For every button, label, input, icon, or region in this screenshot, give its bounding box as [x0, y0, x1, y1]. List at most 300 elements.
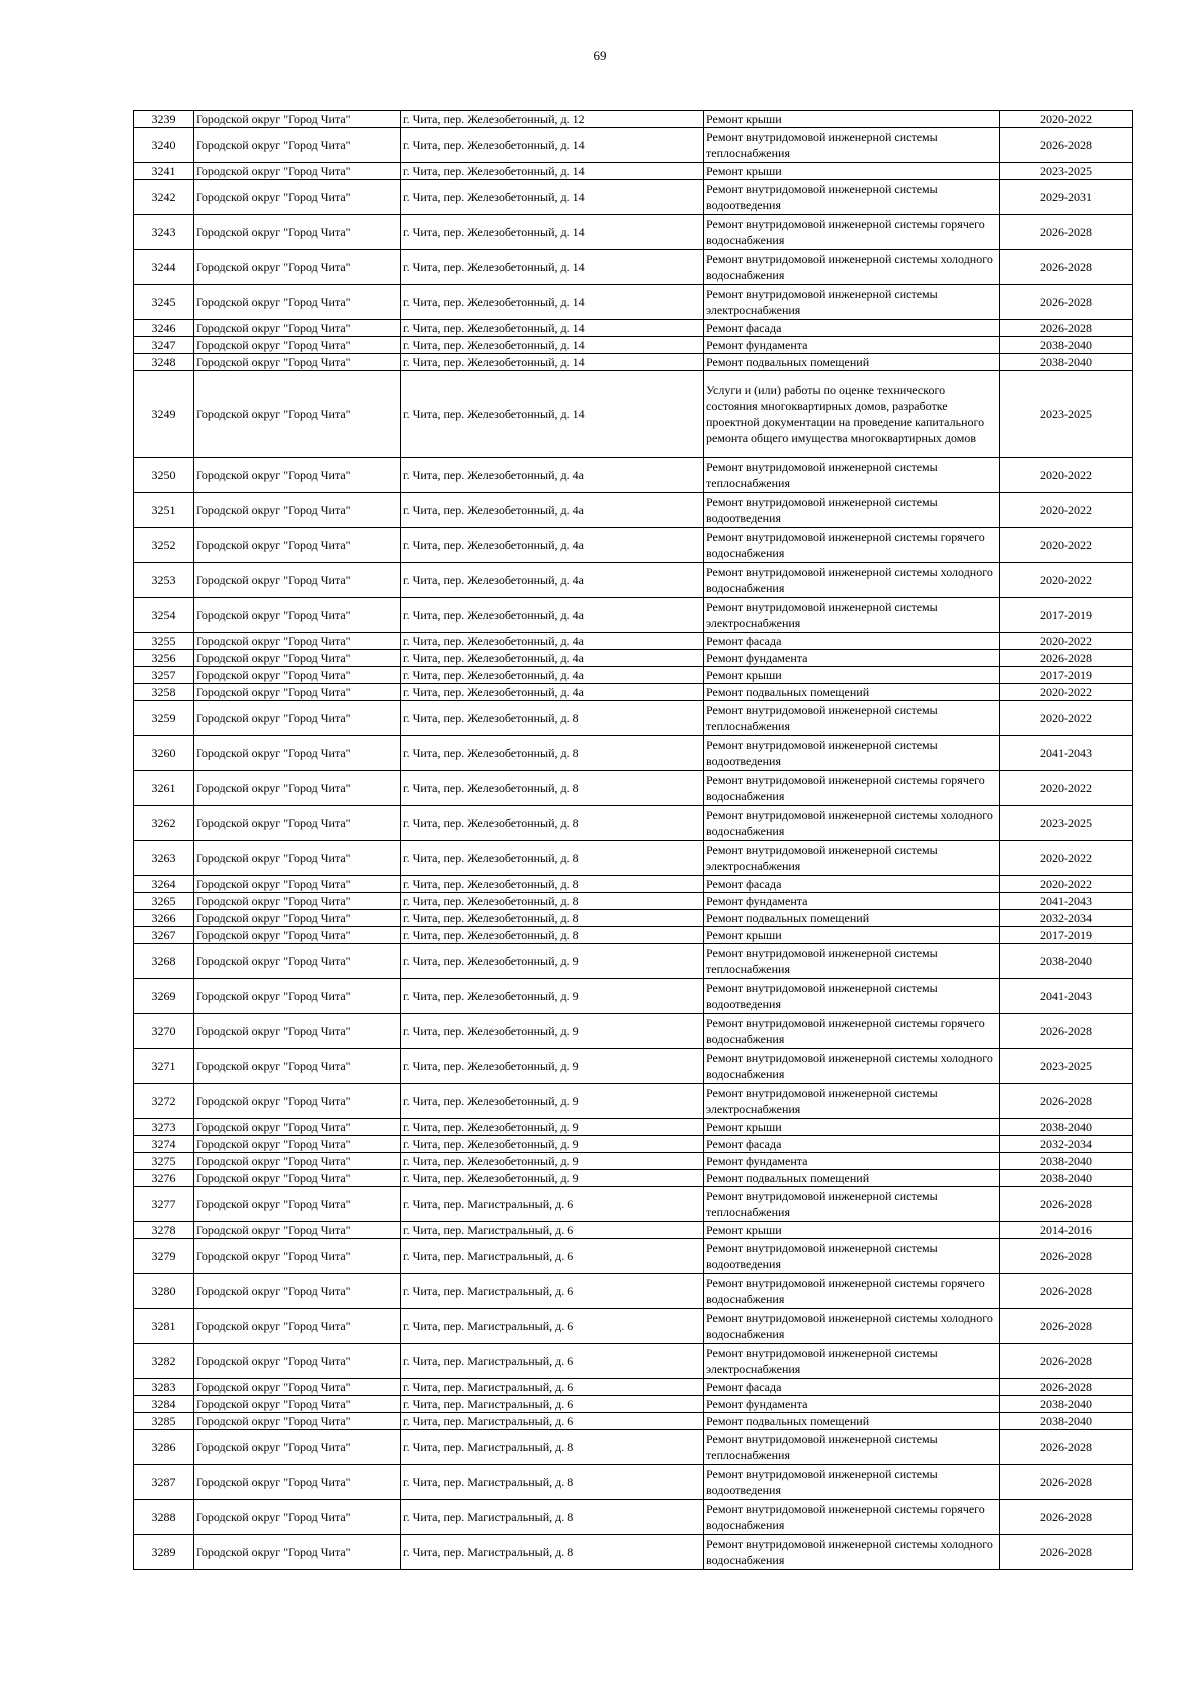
table-row — [134, 1170, 1133, 1187]
table-row — [134, 250, 1133, 285]
period-cell: 2026-2028 — [1000, 1344, 1133, 1379]
address-cell: г. Чита, пер. Магистральный, д. 6 — [401, 1413, 704, 1430]
period-cell: 2038-2040 — [1000, 1396, 1133, 1413]
work-type-cell: Ремонт внутридомовой инженерной системы электроснабжения — [704, 841, 1000, 876]
address-cell: г. Чита, пер. Железобетонный, д. 14 — [401, 250, 704, 285]
row-number-cell: 3263 — [134, 841, 194, 876]
period-cell: 2026-2028 — [1000, 1500, 1133, 1535]
period-cell: 2029-2031 — [1000, 180, 1133, 215]
period-cell: 2026-2028 — [1000, 1084, 1133, 1119]
period-cell: 2026-2028 — [1000, 320, 1133, 337]
table-row — [134, 1222, 1133, 1239]
period-cell: 2026-2028 — [1000, 215, 1133, 250]
period-cell: 2023-2025 — [1000, 163, 1133, 180]
table-row — [134, 1379, 1133, 1396]
work-type-cell: Ремонт крыши — [704, 667, 1000, 684]
work-type-cell: Ремонт крыши — [704, 927, 1000, 944]
work-type-cell: Ремонт фундамента — [704, 650, 1000, 667]
work-type-cell: Ремонт внутридомовой инженерной системы холодного водоснабжения — [704, 563, 1000, 598]
address-cell: г. Чита, пер. Магистральный, д. 6 — [401, 1344, 704, 1379]
period-cell: 2020-2022 — [1000, 633, 1133, 650]
table-row — [134, 1153, 1133, 1170]
address-cell: г. Чита, пер. Железобетонный, д. 14 — [401, 371, 704, 458]
row-number-cell: 3273 — [134, 1119, 194, 1136]
period-cell: 2032-2034 — [1000, 910, 1133, 927]
row-number-cell: 3240 — [134, 128, 194, 163]
address-cell: г. Чита, пер. Железобетонный, д. 9 — [401, 979, 704, 1014]
table-row — [134, 806, 1133, 841]
address-cell: г. Чита, пер. Железобетонный, д. 14 — [401, 128, 704, 163]
table-row — [134, 215, 1133, 250]
row-number-cell: 3259 — [134, 701, 194, 736]
municipality-cell: Городской округ "Город Чита" — [194, 1153, 401, 1170]
row-number-cell: 3278 — [134, 1222, 194, 1239]
municipality-cell: Городской округ "Город Чита" — [194, 944, 401, 979]
work-type-cell: Услуги и (или) работы по оценке технического состояния многоквартирных домов, разработке проектной документации на проведение капитального ремонта общего имущества многоквартирных домов — [704, 371, 1000, 458]
municipality-cell: Городской округ "Город Чита" — [194, 1344, 401, 1379]
municipality-cell: Городской округ "Город Чита" — [194, 1274, 401, 1309]
period-cell: 2038-2040 — [1000, 1413, 1133, 1430]
address-cell: г. Чита, пер. Железобетонный, д. 4а — [401, 633, 704, 650]
address-cell: г. Чита, пер. Железобетонный, д. 4а — [401, 667, 704, 684]
row-number-cell: 3239 — [134, 111, 194, 128]
address-cell: г. Чита, пер. Железобетонный, д. 12 — [401, 111, 704, 128]
work-type-cell: Ремонт внутридомовой инженерной системы теплоснабжения — [704, 701, 1000, 736]
table-row — [134, 320, 1133, 337]
municipality-cell: Городской округ "Город Чита" — [194, 163, 401, 180]
row-number-cell: 3276 — [134, 1170, 194, 1187]
row-number-cell: 3277 — [134, 1187, 194, 1222]
table-row — [134, 876, 1133, 893]
work-type-cell: Ремонт внутридомовой инженерной системы электроснабжения — [704, 598, 1000, 633]
row-number-cell: 3252 — [134, 528, 194, 563]
work-type-cell: Ремонт внутридомовой инженерной системы водоотведения — [704, 979, 1000, 1014]
table-row — [134, 1500, 1133, 1535]
table-row — [134, 1136, 1133, 1153]
period-cell: 2020-2022 — [1000, 771, 1133, 806]
municipality-cell: Городской округ "Город Чита" — [194, 215, 401, 250]
municipality-cell: Городской округ "Город Чита" — [194, 598, 401, 633]
work-type-cell: Ремонт подвальных помещений — [704, 354, 1000, 371]
work-type-cell: Ремонт фундамента — [704, 893, 1000, 910]
period-cell: 2026-2028 — [1000, 1014, 1133, 1049]
address-cell: г. Чита, пер. Железобетонный, д. 9 — [401, 1136, 704, 1153]
period-cell: 2026-2028 — [1000, 1239, 1133, 1274]
address-cell: г. Чита, пер. Железобетонный, д. 8 — [401, 876, 704, 893]
table-row — [134, 1465, 1133, 1500]
period-cell: 2026-2028 — [1000, 1465, 1133, 1500]
municipality-cell: Городской округ "Город Чита" — [194, 806, 401, 841]
period-cell: 2032-2034 — [1000, 1136, 1133, 1153]
row-number-cell: 3245 — [134, 285, 194, 320]
period-cell: 2023-2025 — [1000, 371, 1133, 458]
municipality-cell: Городской округ "Город Чита" — [194, 910, 401, 927]
row-number-cell: 3280 — [134, 1274, 194, 1309]
row-number-cell: 3244 — [134, 250, 194, 285]
table-row — [134, 1309, 1133, 1344]
address-cell: г. Чита, пер. Железобетонный, д. 14 — [401, 354, 704, 371]
municipality-cell: Городской округ "Город Чита" — [194, 979, 401, 1014]
address-cell: г. Чита, пер. Магистральный, д. 8 — [401, 1430, 704, 1465]
repair-schedule-table — [133, 110, 1133, 1570]
period-cell: 2020-2022 — [1000, 841, 1133, 876]
municipality-cell: Городской округ "Город Чита" — [194, 563, 401, 598]
period-cell: 2014-2016 — [1000, 1222, 1133, 1239]
table-row — [134, 736, 1133, 771]
table-row — [134, 684, 1133, 701]
municipality-cell: Городской округ "Город Чита" — [194, 771, 401, 806]
municipality-cell: Городской округ "Город Чита" — [194, 841, 401, 876]
address-cell: г. Чита, пер. Железобетонный, д. 4а — [401, 598, 704, 633]
table-row — [134, 927, 1133, 944]
municipality-cell: Городской округ "Город Чита" — [194, 1136, 401, 1153]
municipality-cell: Городской округ "Город Чита" — [194, 371, 401, 458]
municipality-cell: Городской округ "Город Чита" — [194, 701, 401, 736]
work-type-cell: Ремонт внутридомовой инженерной системы горячего водоснабжения — [704, 1014, 1000, 1049]
municipality-cell: Городской округ "Город Чита" — [194, 1170, 401, 1187]
work-type-cell: Ремонт внутридомовой инженерной системы холодного водоснабжения — [704, 806, 1000, 841]
period-cell: 2020-2022 — [1000, 528, 1133, 563]
work-type-cell: Ремонт внутридомовой инженерной системы теплоснабжения — [704, 1430, 1000, 1465]
municipality-cell: Городской округ "Город Чита" — [194, 1413, 401, 1430]
table-row — [134, 1187, 1133, 1222]
table-row — [134, 458, 1133, 493]
row-number-cell: 3269 — [134, 979, 194, 1014]
address-cell: г. Чита, пер. Магистральный, д. 8 — [401, 1535, 704, 1570]
municipality-cell: Городской округ "Город Чита" — [194, 111, 401, 128]
municipality-cell: Городской округ "Город Чита" — [194, 893, 401, 910]
address-cell: г. Чита, пер. Железобетонный, д. 14 — [401, 215, 704, 250]
table-row — [134, 650, 1133, 667]
table-row — [134, 771, 1133, 806]
municipality-cell: Городской округ "Город Чита" — [194, 1500, 401, 1535]
table-row — [134, 1396, 1133, 1413]
work-type-cell: Ремонт внутридомовой инженерной системы горячего водоснабжения — [704, 215, 1000, 250]
work-type-cell: Ремонт внутридомовой инженерной системы горячего водоснабжения — [704, 1274, 1000, 1309]
period-cell: 2038-2040 — [1000, 354, 1133, 371]
period-cell: 2038-2040 — [1000, 1119, 1133, 1136]
municipality-cell: Городской округ "Город Чита" — [194, 128, 401, 163]
work-type-cell: Ремонт фундамента — [704, 1396, 1000, 1413]
period-cell: 2041-2043 — [1000, 736, 1133, 771]
work-type-cell: Ремонт внутридомовой инженерной системы электроснабжения — [704, 1344, 1000, 1379]
table-row — [134, 180, 1133, 215]
address-cell: г. Чита, пер. Железобетонный, д. 9 — [401, 1119, 704, 1136]
address-cell: г. Чита, пер. Железобетонный, д. 14 — [401, 320, 704, 337]
row-number-cell: 3274 — [134, 1136, 194, 1153]
period-cell: 2020-2022 — [1000, 458, 1133, 493]
municipality-cell: Городской округ "Город Чита" — [194, 528, 401, 563]
row-number-cell: 3241 — [134, 163, 194, 180]
address-cell: г. Чита, пер. Железобетонный, д. 9 — [401, 1084, 704, 1119]
period-cell: 2026-2028 — [1000, 1535, 1133, 1570]
municipality-cell: Городской округ "Город Чита" — [194, 458, 401, 493]
work-type-cell: Ремонт внутридомовой инженерной системы водоотведения — [704, 1465, 1000, 1500]
period-cell: 2020-2022 — [1000, 876, 1133, 893]
table-row — [134, 163, 1133, 180]
row-number-cell: 3258 — [134, 684, 194, 701]
period-cell: 2023-2025 — [1000, 1049, 1133, 1084]
table-row — [134, 528, 1133, 563]
table-row — [134, 1535, 1133, 1570]
row-number-cell: 3271 — [134, 1049, 194, 1084]
period-cell: 2041-2043 — [1000, 893, 1133, 910]
work-type-cell: Ремонт внутридомовой инженерной системы холодного водоснабжения — [704, 1535, 1000, 1570]
address-cell: г. Чита, пер. Магистральный, д. 6 — [401, 1396, 704, 1413]
work-type-cell: Ремонт фасада — [704, 320, 1000, 337]
work-type-cell: Ремонт внутридомовой инженерной системы холодного водоснабжения — [704, 250, 1000, 285]
row-number-cell: 3289 — [134, 1535, 194, 1570]
row-number-cell: 3253 — [134, 563, 194, 598]
municipality-cell: Городской округ "Город Чита" — [194, 667, 401, 684]
address-cell: г. Чита, пер. Железобетонный, д. 14 — [401, 337, 704, 354]
address-cell: г. Чита, пер. Железобетонный, д. 9 — [401, 1049, 704, 1084]
row-number-cell: 3264 — [134, 876, 194, 893]
address-cell: г. Чита, пер. Магистральный, д. 6 — [401, 1239, 704, 1274]
period-cell: 2026-2028 — [1000, 1187, 1133, 1222]
municipality-cell: Городской округ "Город Чита" — [194, 736, 401, 771]
period-cell: 2017-2019 — [1000, 598, 1133, 633]
row-number-cell: 3247 — [134, 337, 194, 354]
work-type-cell: Ремонт внутридомовой инженерной системы холодного водоснабжения — [704, 1049, 1000, 1084]
work-type-cell: Ремонт внутридомовой инженерной системы горячего водоснабжения — [704, 1500, 1000, 1535]
table-row — [134, 1049, 1133, 1084]
row-number-cell: 3256 — [134, 650, 194, 667]
municipality-cell: Городской округ "Город Чита" — [194, 1535, 401, 1570]
work-type-cell: Ремонт внутридомовой инженерной системы водоотведения — [704, 736, 1000, 771]
address-cell: г. Чита, пер. Магистральный, д. 6 — [401, 1274, 704, 1309]
address-cell: г. Чита, пер. Магистральный, д. 6 — [401, 1379, 704, 1396]
work-type-cell: Ремонт подвальных помещений — [704, 684, 1000, 701]
work-type-cell: Ремонт внутридомовой инженерной системы холодного водоснабжения — [704, 1309, 1000, 1344]
period-cell: 2026-2028 — [1000, 1274, 1133, 1309]
row-number-cell: 3243 — [134, 215, 194, 250]
period-cell: 2020-2022 — [1000, 111, 1133, 128]
address-cell: г. Чита, пер. Железобетонный, д. 9 — [401, 1014, 704, 1049]
municipality-cell: Городской округ "Город Чита" — [194, 1014, 401, 1049]
address-cell: г. Чита, пер. Железобетонный, д. 8 — [401, 806, 704, 841]
work-type-cell: Ремонт фасада — [704, 1379, 1000, 1396]
address-cell: г. Чита, пер. Железобетонный, д. 9 — [401, 944, 704, 979]
row-number-cell: 3251 — [134, 493, 194, 528]
address-cell: г. Чита, пер. Железобетонный, д. 8 — [401, 927, 704, 944]
municipality-cell: Городской округ "Город Чита" — [194, 1222, 401, 1239]
municipality-cell: Городской округ "Город Чита" — [194, 285, 401, 320]
municipality-cell: Городской округ "Город Чита" — [194, 493, 401, 528]
table-row — [134, 1239, 1133, 1274]
table-row — [134, 633, 1133, 650]
work-type-cell: Ремонт подвальных помещений — [704, 1413, 1000, 1430]
row-number-cell: 3254 — [134, 598, 194, 633]
row-number-cell: 3249 — [134, 371, 194, 458]
period-cell: 2026-2028 — [1000, 285, 1133, 320]
row-number-cell: 3257 — [134, 667, 194, 684]
address-cell: г. Чита, пер. Железобетонный, д. 8 — [401, 841, 704, 876]
municipality-cell: Городской округ "Город Чита" — [194, 1187, 401, 1222]
period-cell: 2020-2022 — [1000, 563, 1133, 598]
period-cell: 2023-2025 — [1000, 806, 1133, 841]
municipality-cell: Городской округ "Город Чита" — [194, 633, 401, 650]
period-cell: 2026-2028 — [1000, 1309, 1133, 1344]
row-number-cell: 3261 — [134, 771, 194, 806]
row-number-cell: 3285 — [134, 1413, 194, 1430]
period-cell: 2026-2028 — [1000, 128, 1133, 163]
row-number-cell: 3287 — [134, 1465, 194, 1500]
municipality-cell: Городской округ "Город Чита" — [194, 1309, 401, 1344]
work-type-cell: Ремонт внутридомовой инженерной системы теплоснабжения — [704, 1187, 1000, 1222]
municipality-cell: Городской округ "Город Чита" — [194, 650, 401, 667]
work-type-cell: Ремонт фасада — [704, 633, 1000, 650]
table-row — [134, 893, 1133, 910]
municipality-cell: Городской округ "Город Чита" — [194, 927, 401, 944]
municipality-cell: Городской округ "Город Чита" — [194, 320, 401, 337]
period-cell: 2017-2019 — [1000, 927, 1133, 944]
table-row — [134, 979, 1133, 1014]
table-row — [134, 1084, 1133, 1119]
address-cell: г. Чита, пер. Магистральный, д. 8 — [401, 1465, 704, 1500]
address-cell: г. Чита, пер. Железобетонный, д. 4а — [401, 458, 704, 493]
address-cell: г. Чита, пер. Железобетонный, д. 8 — [401, 893, 704, 910]
row-number-cell: 3272 — [134, 1084, 194, 1119]
work-type-cell: Ремонт фасада — [704, 876, 1000, 893]
work-type-cell: Ремонт внутридомовой инженерной системы электроснабжения — [704, 1084, 1000, 1119]
period-cell: 2026-2028 — [1000, 1379, 1133, 1396]
row-number-cell: 3265 — [134, 893, 194, 910]
municipality-cell: Городской округ "Город Чита" — [194, 354, 401, 371]
address-cell: г. Чита, пер. Железобетонный, д. 4а — [401, 493, 704, 528]
work-type-cell: Ремонт внутридомовой инженерной системы водоотведения — [704, 493, 1000, 528]
address-cell: г. Чита, пер. Магистральный, д. 6 — [401, 1309, 704, 1344]
row-number-cell: 3250 — [134, 458, 194, 493]
period-cell: 2038-2040 — [1000, 944, 1133, 979]
municipality-cell: Городской округ "Город Чита" — [194, 1379, 401, 1396]
row-number-cell: 3284 — [134, 1396, 194, 1413]
address-cell: г. Чита, пер. Железобетонный, д. 4а — [401, 563, 704, 598]
table-row — [134, 371, 1133, 458]
row-number-cell: 3246 — [134, 320, 194, 337]
table-row — [134, 337, 1133, 354]
work-type-cell: Ремонт подвальных помещений — [704, 910, 1000, 927]
address-cell: г. Чита, пер. Железобетонный, д. 8 — [401, 701, 704, 736]
row-number-cell: 3281 — [134, 1309, 194, 1344]
table-body — [134, 111, 1133, 1570]
period-cell: 2020-2022 — [1000, 684, 1133, 701]
municipality-cell: Городской округ "Город Чита" — [194, 180, 401, 215]
municipality-cell: Городской округ "Город Чита" — [194, 1049, 401, 1084]
table-row — [134, 493, 1133, 528]
table-row — [134, 1430, 1133, 1465]
work-type-cell: Ремонт внутридомовой инженерной системы теплоснабжения — [704, 944, 1000, 979]
work-type-cell: Ремонт фасада — [704, 1136, 1000, 1153]
address-cell: г. Чита, пер. Магистральный, д. 6 — [401, 1222, 704, 1239]
address-cell: г. Чита, пер. Железобетонный, д. 4а — [401, 528, 704, 563]
row-number-cell: 3270 — [134, 1014, 194, 1049]
address-cell: г. Чита, пер. Железобетонный, д. 14 — [401, 285, 704, 320]
row-number-cell: 3248 — [134, 354, 194, 371]
row-number-cell: 3266 — [134, 910, 194, 927]
period-cell: 2017-2019 — [1000, 667, 1133, 684]
address-cell: г. Чита, пер. Магистральный, д. 6 — [401, 1187, 704, 1222]
table-row — [134, 1119, 1133, 1136]
table-row — [134, 354, 1133, 371]
table-row — [134, 563, 1133, 598]
period-cell: 2041-2043 — [1000, 979, 1133, 1014]
municipality-cell: Городской округ "Город Чита" — [194, 1239, 401, 1274]
table-row — [134, 598, 1133, 633]
municipality-cell: Городской округ "Город Чита" — [194, 1119, 401, 1136]
work-type-cell: Ремонт внутридомовой инженерной системы электроснабжения — [704, 285, 1000, 320]
address-cell: г. Чита, пер. Железобетонный, д. 4а — [401, 650, 704, 667]
row-number-cell: 3283 — [134, 1379, 194, 1396]
period-cell: 2026-2028 — [1000, 650, 1133, 667]
municipality-cell: Городской округ "Город Чита" — [194, 1396, 401, 1413]
table-row — [134, 667, 1133, 684]
work-type-cell: Ремонт крыши — [704, 1222, 1000, 1239]
table-row — [134, 910, 1133, 927]
municipality-cell: Городской округ "Город Чита" — [194, 876, 401, 893]
work-type-cell: Ремонт фундамента — [704, 337, 1000, 354]
row-number-cell: 3260 — [134, 736, 194, 771]
row-number-cell: 3286 — [134, 1430, 194, 1465]
address-cell: г. Чита, пер. Железобетонный, д. 8 — [401, 910, 704, 927]
address-cell: г. Чита, пер. Железобетонный, д. 4а — [401, 684, 704, 701]
work-type-cell: Ремонт крыши — [704, 163, 1000, 180]
table-row — [134, 944, 1133, 979]
municipality-cell: Городской округ "Город Чита" — [194, 684, 401, 701]
row-number-cell: 3262 — [134, 806, 194, 841]
work-type-cell: Ремонт внутридомовой инженерной системы горячего водоснабжения — [704, 771, 1000, 806]
row-number-cell: 3279 — [134, 1239, 194, 1274]
period-cell: 2020-2022 — [1000, 493, 1133, 528]
period-cell: 2020-2022 — [1000, 701, 1133, 736]
table-row — [134, 1014, 1133, 1049]
row-number-cell: 3242 — [134, 180, 194, 215]
period-cell: 2038-2040 — [1000, 337, 1133, 354]
table-row — [134, 285, 1133, 320]
work-type-cell: Ремонт внутридомовой инженерной системы водоотведения — [704, 1239, 1000, 1274]
address-cell: г. Чита, пер. Железобетонный, д. 8 — [401, 736, 704, 771]
address-cell: г. Чита, пер. Магистральный, д. 8 — [401, 1500, 704, 1535]
row-number-cell: 3267 — [134, 927, 194, 944]
table-row — [134, 128, 1133, 163]
period-cell: 2026-2028 — [1000, 1430, 1133, 1465]
municipality-cell: Городской округ "Город Чита" — [194, 1465, 401, 1500]
row-number-cell: 3268 — [134, 944, 194, 979]
table-row — [134, 1344, 1133, 1379]
work-type-cell: Ремонт внутридомовой инженерной системы водоотведения — [704, 180, 1000, 215]
period-cell: 2038-2040 — [1000, 1170, 1133, 1187]
row-number-cell: 3288 — [134, 1500, 194, 1535]
address-cell: г. Чита, пер. Железобетонный, д. 14 — [401, 163, 704, 180]
address-cell: г. Чита, пер. Железобетонный, д. 14 — [401, 180, 704, 215]
address-cell: г. Чита, пер. Железобетонный, д. 9 — [401, 1153, 704, 1170]
period-cell: 2038-2040 — [1000, 1153, 1133, 1170]
work-type-cell: Ремонт внутридомовой инженерной системы теплоснабжения — [704, 128, 1000, 163]
municipality-cell: Городской округ "Город Чита" — [194, 337, 401, 354]
table-row — [134, 111, 1133, 128]
row-number-cell: 3282 — [134, 1344, 194, 1379]
municipality-cell: Городской округ "Город Чита" — [194, 1084, 401, 1119]
table-row — [134, 1274, 1133, 1309]
work-type-cell: Ремонт фундамента — [704, 1153, 1000, 1170]
period-cell: 2026-2028 — [1000, 250, 1133, 285]
work-type-cell: Ремонт внутридомовой инженерной системы горячего водоснабжения — [704, 528, 1000, 563]
table-row — [134, 841, 1133, 876]
table-row — [134, 701, 1133, 736]
work-type-cell: Ремонт внутридомовой инженерной системы теплоснабжения — [704, 458, 1000, 493]
page-number: 69 — [593, 48, 607, 63]
work-type-cell: Ремонт крыши — [704, 1119, 1000, 1136]
